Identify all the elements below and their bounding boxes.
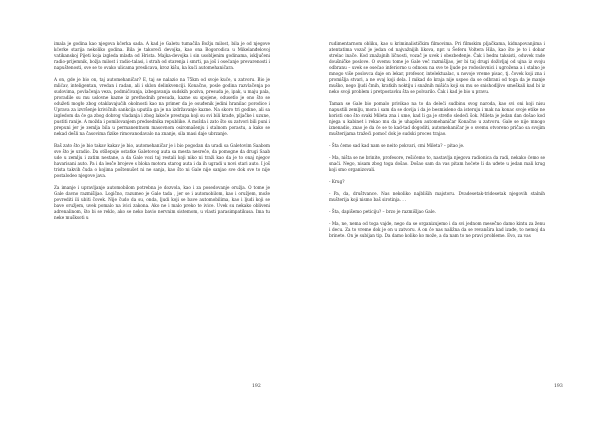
paragraph: rudimentarnom obliku, kao u kriminalističkim filmovima. Pri filmskim pljačkama, kidnapovanjima i atentatima vozač je jedan od najvažnijih likova, npr. u Šeferu Voltera Hila, kao što je to i dobar strelac inače. Kod znažajnih ličnosti, vozač je uvek i obezbeđenje. Čak i bednı taksisti, oduvek rade doušničke poslove. O svemu tome je Gale već razmišljao, jer bi taj drugi doživljaj od ujna iz svoju odbranu – uvek se osećao inferiorno u odnosu na sve te ljude po rodoslovnici i ugrožena a i stalno je mnogo više poslovca daje on lekar, profesor, intelektualac, u novoje vreme pisac, tj. čovek koji zna i promišlja stvari, a ne ovaj koji dela. I mikad do kraja nije uspeo da se odbrani od toga da je manje muško, nego ljudi čmih, kratkih noktiju i snažnih mišića koji su mu se snishodljivo smeškali kad bi iz neko svoji problem i pretpostavku šta se polvarilo. Čak i kad je bio u pravu. (329, 41, 545, 94)
paragraph: - Šta, dapišemo peticiju? – brzo je razmišljao Gale. (329, 209, 436, 214)
paragraph: A on, gde je bio on, taj automehaničar? E, taj se nalazio na 75km od svoje kuće, u zatvoru. Bio je mlićav, inteligentan, vredan i radan, ali i sklon delinkvenciji. Konačno, posle godina razvlačenja po sudovima, povlačenja veza, podmićivanja, izbegavanja sudskih poziva, presuda je, ipak, u maju pala, proradile su mu uslovne kazne iz prethodnih presuda, kazne su spojene, odusetlo je ono što se odužeti mogło zbog otaklavajućih okolnosti kao na primer da je osuđenik jedini hranilac porodice i Uprava za izvršenje krivičnih sankcija uputila ga je na izdržavanje kazne. Na skoro tri godine, ali sa izgledom da će ga zbog dobrog vladanja i zbog lakoće prestupa koji su svi bili krađe, pljačke i uzune, pustiti ranije. A možda i pomilovanjem predsednika republike. A možda i zato što su zatvori bili puni i prepuni jer je zemlja bila u permanentnom masovnom osiromašenju i stalnom porastu, a kako se nekad dešli na časovima fizike rimovanodavalo na znanje, sila masi daje ubrzanje. (54, 77, 270, 136)
paragraph: - Pa, da, društvance. Nas nekoliko najbliših majstoru. Dvadesetak-tridesetak njegovih stalnih mušterija koji nismo baš sirotinja. . . (329, 191, 545, 202)
paragraph: Taman se Gale bio pomalo privikao na to da deleći sudbinu svog naroda, kao svi oni koji nisu napustili zemlju, mora i sam da se dovija i da je besmisleno da isteruju i mak na konac svoje etike ne koristi ono što svaki Mileta zna i ume, kad li ga je strefio sledeći šok. Mileta je jedan dan došao kod njega u kabinet i rekao mu da je uhapšen automehaničar Konačno u zatvoru. Gale se nije mnogo iznenadio, znao je da će se to kad-tad dogoditi, automehaničar je o svemu otvoreno pričao sa svojim mušterijama tražeći pomoć dok je sudski proces trajao. (329, 101, 545, 136)
paragraph: - Krug? (329, 179, 345, 184)
page-number: 192 (252, 384, 261, 389)
left-page-text (54, 41, 270, 222)
paragraph: - Šta ćemo sad kad nam se neito pokvari, cmi Mileta? – pitao je. (329, 143, 465, 148)
paragraph: imala je godina kao njegova kćerka sada. A kad je Galetu tumačila Božju milost, bila je od njegove kćerke starija nekoliko godina. Bila je takoreći devojka, kao ona Bogorodica u Mikelanđelovoj vatikanskoj Pijeti koja izgleda mlađa od Hrista. Majka-devojka i sin usobljenim godinama, isključeni radio-prijemnik, božja milost i radio-talasi, i strah od starenja i smrti, pa još i osećanje prevarenosti i napuštenosti, sve se to ovako ulicama preslicava, kroz kišu, ka kući automehaničara. (54, 41, 270, 70)
right-page (300, 0, 600, 423)
right-page-text (329, 41, 545, 240)
paragraph: - Ma, ništa se ne brinite, profesore, rešićemo to, nastavlja njegova radionica da radi, nekako ćemo se snaći. Nego, nisam zbog toga došao. Došao sam da vas pitam hoćete li da uđete u jedan mali krug koji smo organizovali. (329, 155, 545, 172)
paragraph: Baš zato što je bio takav kakav je bio, automehaničar je i bio pogodan da uradi sa Galetovim Saabom sve što je uradio. Da otšlepuje ostatke Galetovog auta sa mesta nesreće, da pomogne da drugi Saab ude u zemlju i zatim nestane, a da Gale vozi taj restali koji niko ni traži kao da je to onaj njegov havarisani auto. Pa i da lesče brojeve s bloka motora starog auta i da ih ugradi u novi stari auto. I još trista takvih čuda o kojima poštenušet ni ne sanja, kao što ni Gale nije sanjao sve dok sve to nije postalodeo njegove java. (54, 143, 270, 178)
paragraph: Za imanje i upravljanje automobilom potrebna je dozvola, kao i za posedovanje oružja. O tome je Gale davno razmišljao. Logično, razumeo je Gale tada , jer se i automobilom, kao i oružjem, može povrediti ili ubiti čovek. Nije čudo da su, onda, ljudi koji se bave automobilima, kao i ljudi koji se bave oružjem, uvek pomalo na ivici zakona. Ako ne i malo preko te ivice. Uvek su nekako obliveni adrenalinom, što bi se reklo, ako se neko bavio nervnim sistemom, u vlasti parasimpatikusa. Ima tu neke mušksoti u (54, 185, 270, 220)
paragraph: - Ma, ne, nema od toga vajde, nego da se organizujemo i da svi jednom mesečno damo kintu za ženu i decu. Za to vreme dok je on u zatvoru. A on će nas naližna da se revanšira kad izađe, to nemoj da brinete. On je subijan tip. Da damo koliko ko može, a da nam to ne pravi probleme. Evo, za vas (329, 221, 545, 238)
page-number: 193 (554, 384, 563, 389)
